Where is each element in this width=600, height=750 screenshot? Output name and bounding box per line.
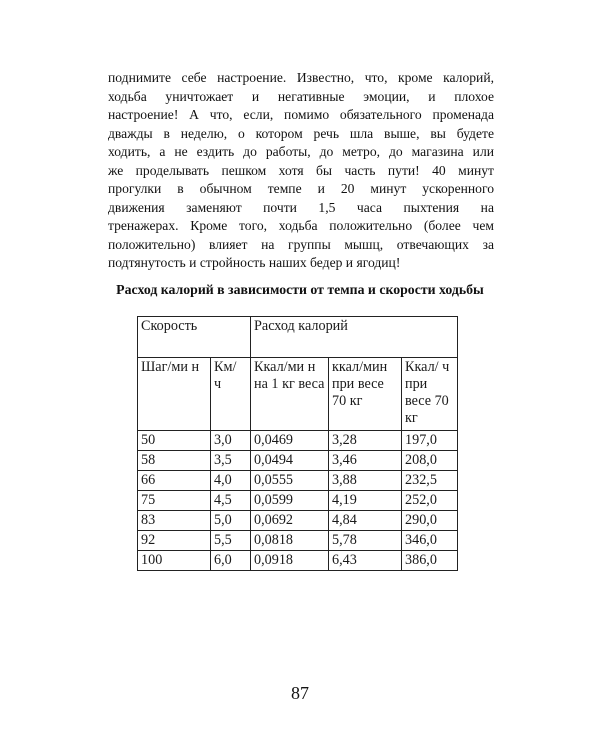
paragraph-line: движения заменяют почти 1,5 часа пыхтения на	[108, 199, 494, 215]
column-header-kcal-h-70: Ккал/ ч при весе 70 кг	[402, 358, 458, 431]
table-row	[138, 511, 458, 531]
paragraph-line: настроение! А что, если, помимо обязательного променада	[108, 107, 494, 122]
table-cell: 5,0	[211, 511, 251, 531]
table-cell: 0,0692	[251, 511, 329, 531]
table-cell: 197,0	[402, 431, 458, 451]
paragraph-line: подтянутость и стройность наших бедер и ягодиц!	[108, 255, 401, 270]
table-group-header-row	[138, 317, 458, 358]
body-paragraph	[108, 69, 494, 273]
paragraph-line: же проделывать пешком хотя бы часть пути! 40 минут	[108, 162, 494, 178]
table-cell: 50	[138, 431, 211, 451]
paragraph-line: дважды в неделю, о котором речь шла выше, вы будете	[108, 125, 494, 141]
table-row	[138, 431, 458, 451]
table-row	[138, 451, 458, 471]
table-cell: 58	[138, 451, 211, 471]
table-cell: 0,0469	[251, 431, 329, 451]
paragraph-line: ходьба уничтожает и негативные эмоции, и плохое	[108, 88, 494, 104]
column-header-steps: Шаг/ми н	[138, 358, 211, 431]
column-header-kcal-min-kg: Ккал/ми н на 1 кг веса	[251, 358, 329, 431]
calorie-table	[137, 316, 458, 571]
calories-group-header: Расход калорий	[251, 317, 458, 358]
table-cell: 6,0	[211, 551, 251, 571]
table-cell: 66	[138, 471, 211, 491]
column-header-kmh: Км/ ч	[211, 358, 251, 431]
paragraph-line: ходить, а не ездить до работы, до метро, до магазина или	[108, 144, 494, 159]
paragraph-line: положительно) влияет на группы мышц, отвечающих за	[108, 236, 494, 252]
column-header-kcal-min-70: ккал/мин при весе 70 кг	[329, 358, 402, 431]
table-cell: 3,28	[329, 431, 402, 451]
table-cell: 252,0	[402, 491, 458, 511]
table-cell: 4,5	[211, 491, 251, 511]
table-cell: 0,0918	[251, 551, 329, 571]
table-cell: 5,5	[211, 531, 251, 551]
table-cell: 232,5	[402, 471, 458, 491]
table-row	[138, 531, 458, 551]
table-cell: 3,5	[211, 451, 251, 471]
table-cell: 3,46	[329, 451, 402, 471]
table-cell: 100	[138, 551, 211, 571]
table-cell: 4,84	[329, 511, 402, 531]
table-cell: 208,0	[402, 451, 458, 471]
table-row	[138, 471, 458, 491]
table-column-header-row	[138, 358, 458, 431]
speed-group-header: Скорость	[138, 317, 251, 358]
table-row	[138, 551, 458, 571]
paragraph-line: прогулки в обычном темпе и 20 минут ускоренного	[108, 181, 494, 196]
table-caption: Расход калорий в зависимости от темпа и скорости ходьбы	[116, 282, 484, 297]
table-cell: 6,43	[329, 551, 402, 571]
paragraph-line: тренажерах. Кроме того, ходьба положительно (более чем	[108, 218, 494, 233]
table-cell: 83	[138, 511, 211, 531]
table-cell: 4,0	[211, 471, 251, 491]
table-cell: 386,0	[402, 551, 458, 571]
table-cell: 0,0818	[251, 531, 329, 551]
table-cell: 0,0494	[251, 451, 329, 471]
table-cell: 5,78	[329, 531, 402, 551]
table-cell: 75	[138, 491, 211, 511]
table-cell: 4,19	[329, 491, 402, 511]
table-cell: 3,88	[329, 471, 402, 491]
page-number: 87	[291, 683, 309, 703]
table-cell: 3,0	[211, 431, 251, 451]
table-cell: 0,0555	[251, 471, 329, 491]
paragraph-line: поднимите себе настроение. Известно, что, кроме калорий,	[108, 70, 494, 85]
table-cell: 0,0599	[251, 491, 329, 511]
table-cell: 290,0	[402, 511, 458, 531]
table-row	[138, 491, 458, 511]
table-cell: 92	[138, 531, 211, 551]
table-cell: 346,0	[402, 531, 458, 551]
